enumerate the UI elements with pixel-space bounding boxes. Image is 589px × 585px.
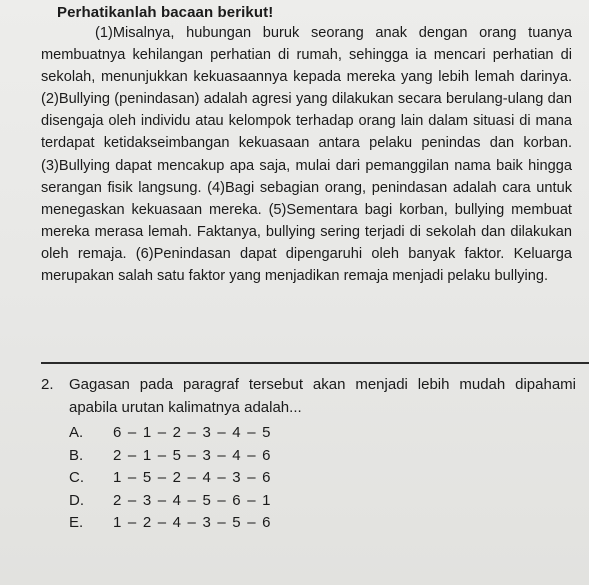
option-a[interactable]	[69, 422, 272, 445]
option-b[interactable]	[69, 445, 272, 468]
question-text: Gagasan pada paragraf tersebut akan menjadi lebih mudah dipahami apabila urutan kalimatnya adalah...	[69, 376, 576, 416]
option-value: 2 – 3 – 4 – 5 – 6 – 1	[113, 491, 272, 509]
instruction-heading: Perhatikanlah bacaan berikut!	[57, 4, 274, 21]
option-value: 1 – 5 – 2 – 4 – 3 – 6	[113, 469, 272, 487]
option-value: 6 – 1 – 2 – 3 – 4 – 5	[113, 424, 272, 441]
option-letter: E.	[69, 514, 84, 532]
option-c[interactable]	[69, 467, 272, 490]
option-letter: B.	[69, 446, 84, 464]
option-value: 1 – 2 – 4 – 3 – 5 – 6	[113, 514, 272, 532]
section-divider	[41, 362, 589, 364]
question-2	[41, 374, 576, 419]
option-letter: A.	[69, 424, 84, 441]
question-number: 2.	[41, 376, 54, 393]
reading-passage: (1)Misalnya, hubungan buruk seorang anak dengan orang tuanya membuatnya kehilangan perhatian di rumah, sehingga ia mencari perhatian di sekolah, menunjukkan kekuasaannya kepada mereka yang lebih lemah darinya. (2)Bullying (penindasan) adalah agresi yang dilakukan secara berulang-ulang dan disengaja oleh individu atau kelompok terhadap orang lain dalam situasi di mana terdapat ketidakseimbangan kekuasaan antara pelaku penindas dan korban. (3)Bullying dapat mencakup apa saja, mulai dari pemanggilan nama baik hingga serangan fisik langsung. (4)Bagi sebagian orang, penindasan adalah cara untuk menegaskan kekuasaan mereka. (5)Sementara bagi korban, bullying membuat mereka merasa lemah. Faktanya, bullying sering terjadi di sekolah dan dilakukan oleh remaja. (6)Penindasan dapat dipengaruhi oleh banyak faktor. Keluarga merupakan salah satu faktor yang menjadikan remaja menjadi pelaku bullying.	[41, 25, 572, 285]
answer-options	[69, 422, 272, 535]
option-value: 2 – 1 – 5 – 3 – 4 – 6	[113, 446, 272, 464]
option-letter: D.	[69, 491, 84, 509]
option-e[interactable]	[69, 512, 272, 535]
option-d[interactable]	[69, 490, 272, 513]
option-letter: C.	[69, 469, 84, 487]
